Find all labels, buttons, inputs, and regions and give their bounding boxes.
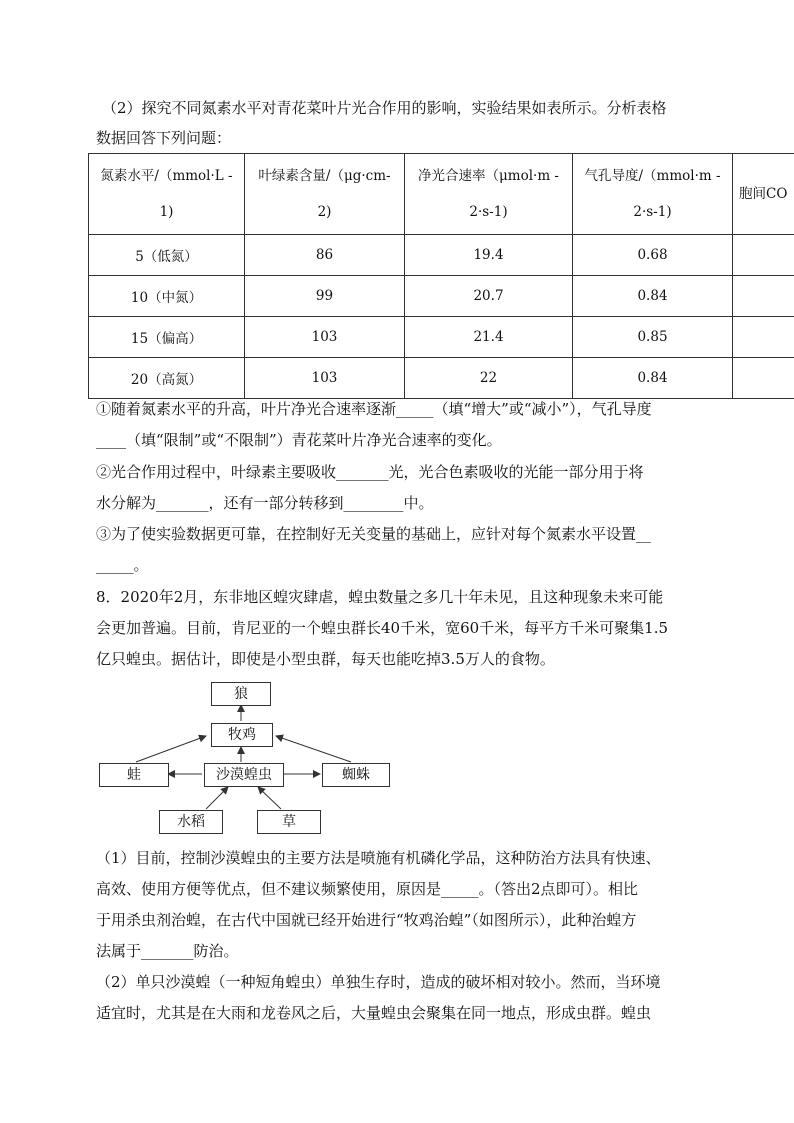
node-chicken: 牧鸡	[211, 723, 273, 747]
question-1-line-1: ①随着氮素水平的升高，叶片净光合速率逐渐_____（填“增大”或“减小”），气孔导度	[96, 400, 652, 418]
question-3-line-1: ③为了使实验数据更可靠，在控制好无关变量的基础上，应针对每个氮素水平设置__	[96, 525, 652, 543]
header-stomatal-conductance: 气孔导度/（mmol·m - 2·s-1)	[573, 154, 733, 235]
table-cell: 20（高氮）	[89, 358, 245, 399]
question-8-1-line-2: 高效、使用方便等优点，但不建议频繁使用，原因是_____。（答出2点即可）。相比	[96, 880, 639, 898]
node-frog: 蛙	[99, 763, 169, 787]
food-web-diagram	[96, 676, 396, 841]
node-wolf: 狼	[211, 682, 271, 706]
question-8-2-line-1: （2）单只沙漠蝗（一种短角蝗虫）单独生存时，造成的破坏相对较小。然而，当环境	[96, 973, 661, 991]
header-chlorophyll: 叶绿素含量/（μg·cm- 2)	[245, 154, 405, 235]
table-cell: 0.68	[573, 235, 733, 276]
question-8-2-line-2: 适宜时，尤其是在大雨和龙卷风之后，大量蝗虫会聚集在同一地点，形成虫群。蝗虫	[96, 1004, 652, 1022]
table-cell: 103	[245, 358, 405, 399]
table-header-row	[89, 154, 794, 235]
problem-8-line-2: 会更加普遍。目前，肯尼亚的一个蝗虫群长40千米，宽60千米，每平方千米可聚集1.5	[96, 619, 669, 637]
table-cell: 99	[245, 276, 405, 317]
problem-8-line-3: 亿只蝗虫。据估计，即使是小型虫群，每天也能吃掉3.5万人的食物。	[96, 650, 555, 668]
header-intercellular-co2: 胞间CO	[733, 154, 794, 235]
nitrogen-data-table	[88, 153, 794, 399]
node-spider: 蜘蛛	[322, 763, 390, 787]
table-cell	[733, 235, 794, 276]
question-3-line-2: _____。	[96, 556, 149, 574]
problem-8-line-1: 8．2020年2月，东非地区蝗灾肆虐，蝗虫数量之多几十年未见，且这种现象未来可能	[96, 588, 664, 606]
table-cell	[733, 317, 794, 358]
node-rice: 水稻	[159, 810, 223, 834]
table-cell: 0.85	[573, 317, 733, 358]
node-grass: 草	[257, 810, 321, 834]
question-8-1-line-4: 法属于_______防治。	[96, 942, 239, 960]
table-cell	[733, 358, 794, 399]
question-8-1-line-3: 于用杀虫剂治蝗，在古代中国就已经开始进行“牧鸡治蝗”（如图所示），此种治蝗方	[96, 911, 637, 929]
table-row	[89, 235, 794, 276]
arrow-spider-to-chicken	[276, 736, 351, 762]
table-cell: 103	[245, 317, 405, 358]
question-2-line-1: ②光合作用过程中，叶绿素主要吸收_______光，光合色素吸收的光能一部分用于将	[96, 463, 644, 481]
table-cell: 0.84	[573, 276, 733, 317]
question-8-1-line-1: （1）目前，控制沙漠蝗虫的主要方法是喷施有机磷化学品，这种防治方法具有快速、	[96, 849, 661, 867]
table-cell	[733, 276, 794, 317]
table-row	[89, 276, 794, 317]
table-cell: 86	[245, 235, 405, 276]
intro-line-2: 数据回答下列问题：	[96, 129, 232, 147]
table-cell: 0.84	[573, 358, 733, 399]
table-cell: 20.7	[405, 276, 573, 317]
table-cell: 15（偏高）	[89, 317, 245, 358]
arrow-frog-to-chicken	[136, 736, 206, 762]
table-cell: 5（低氮）	[89, 235, 245, 276]
intro-line-1: （2）探究不同氮素水平对青花菜叶片光合作用的影响，实验结果如表所示。分析表格	[102, 99, 667, 117]
table-row	[89, 317, 794, 358]
node-locust: 沙漠蝗虫	[204, 763, 284, 787]
arrow-rice-to-locust	[206, 787, 228, 809]
question-2-line-2: 水分解为_______，还有一部分转移到________中。	[96, 494, 434, 512]
header-net-photosynthesis: 净光合速率（μmol·m - 2·s-1)	[405, 154, 573, 235]
arrow-grass-to-locust	[258, 787, 281, 809]
header-nitrogen-level: 氮素水平/（mmol·L - 1)	[89, 154, 245, 235]
table-cell: 21.4	[405, 317, 573, 358]
table-row	[89, 358, 794, 399]
table-cell: 22	[405, 358, 573, 399]
question-1-line-2: ____（填“限制”或“不限制”）青花菜叶片净光合速率的变化。	[96, 431, 502, 449]
table-cell: 10（中氮）	[89, 276, 245, 317]
table-cell: 19.4	[405, 235, 573, 276]
